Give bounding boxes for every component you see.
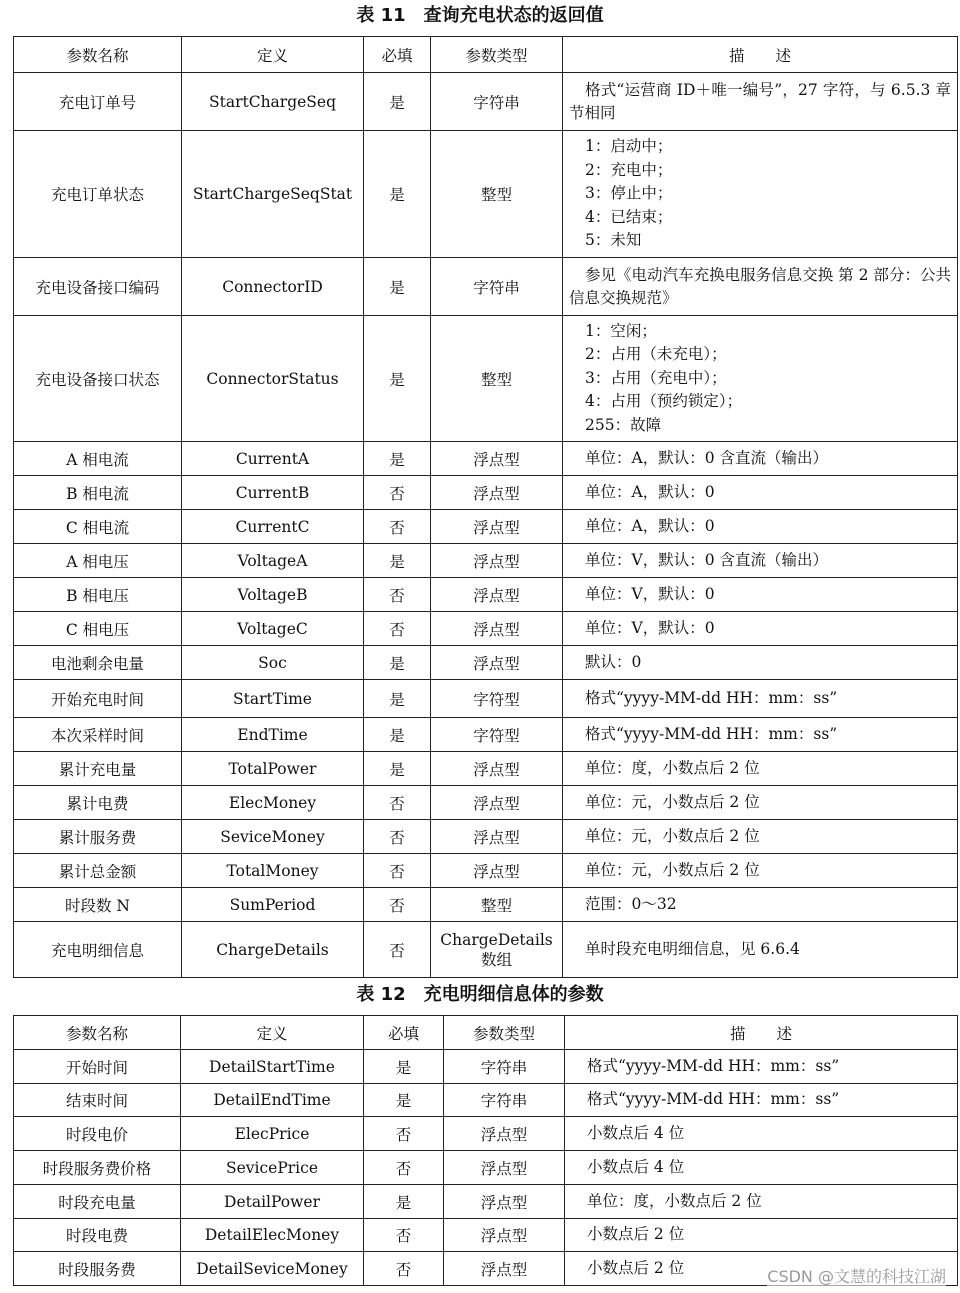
definition-cell: VoltageC bbox=[182, 612, 364, 646]
description-cell bbox=[563, 854, 958, 888]
description-line: 2：充电中； bbox=[585, 160, 673, 179]
description-cell bbox=[565, 1050, 958, 1084]
table-row bbox=[14, 316, 958, 442]
param-type-cell: 浮点型 bbox=[431, 646, 563, 680]
description-cell bbox=[563, 544, 958, 578]
param-name-cell: A 相电压 bbox=[14, 544, 182, 578]
required-cell: 否 bbox=[364, 1252, 444, 1286]
description-cell bbox=[563, 442, 958, 476]
description-cell bbox=[563, 258, 958, 316]
table-12-body bbox=[14, 1050, 958, 1286]
description-text: 参见《电动汽车充换电服务信息交换 第 2 部分：公共信息交换规范》 bbox=[569, 265, 951, 307]
param-name-cell: 累计总金额 bbox=[14, 854, 182, 888]
description-cell bbox=[565, 1151, 958, 1185]
definition-cell: VoltageA bbox=[182, 544, 364, 578]
description-line: 单位：A，默认：0 含直流（输出） bbox=[585, 448, 828, 467]
definition-cell: EndTime bbox=[182, 718, 364, 752]
param-name-cell: 电池剩余电量 bbox=[14, 646, 182, 680]
param-type-cell: 浮点型 bbox=[431, 612, 563, 646]
description-line: 255：故障 bbox=[585, 415, 662, 434]
description-cell bbox=[563, 510, 958, 544]
table-row bbox=[14, 1117, 958, 1151]
table-row bbox=[14, 544, 958, 578]
description-line: 单位：V，默认：0 bbox=[585, 584, 715, 603]
param-name-cell: 累计服务费 bbox=[14, 820, 182, 854]
table-row bbox=[14, 1050, 958, 1084]
description-line: 单位：度，小数点后 2 位 bbox=[587, 1191, 762, 1210]
table-row bbox=[14, 718, 958, 752]
header-definition: 定义 bbox=[182, 37, 364, 73]
table-row bbox=[14, 476, 958, 510]
param-name-cell: 充电订单号 bbox=[14, 73, 182, 131]
param-type-cell: 字符串 bbox=[431, 258, 563, 316]
param-name-cell: 开始时间 bbox=[14, 1050, 181, 1084]
table-row bbox=[14, 888, 958, 922]
description-cell bbox=[563, 316, 958, 442]
param-type-cell: 浮点型 bbox=[431, 476, 563, 510]
table-row bbox=[14, 442, 958, 476]
header-param-name: 参数名称 bbox=[14, 37, 182, 73]
definition-cell: CurrentC bbox=[182, 510, 364, 544]
required-cell: 是 bbox=[364, 752, 431, 786]
table-row bbox=[14, 131, 958, 258]
description-line: 小数点后 4 位 bbox=[587, 1157, 685, 1176]
param-name-cell: 时段电价 bbox=[14, 1117, 181, 1151]
param-name-cell: 结束时间 bbox=[14, 1084, 181, 1117]
definition-cell: StartTime bbox=[182, 680, 364, 718]
required-cell: 否 bbox=[364, 922, 431, 978]
param-name-cell: 累计充电量 bbox=[14, 752, 182, 786]
required-cell: 是 bbox=[364, 646, 431, 680]
description-line: 单位：度，小数点后 2 位 bbox=[585, 758, 760, 777]
required-cell: 是 bbox=[364, 258, 431, 316]
definition-cell: SeviceMoney bbox=[182, 820, 364, 854]
description-cell bbox=[563, 73, 958, 131]
table-row bbox=[14, 820, 958, 854]
param-name-cell: 时段电费 bbox=[14, 1219, 181, 1252]
param-type-cell: 浮点型 bbox=[431, 786, 563, 820]
required-cell: 否 bbox=[364, 510, 431, 544]
header-param-name: 参数名称 bbox=[14, 1016, 181, 1050]
required-cell: 是 bbox=[364, 131, 431, 258]
param-type-cell: 字符串 bbox=[444, 1050, 565, 1084]
watermark: CSDN @文慧的科技江湖 bbox=[767, 1264, 946, 1287]
description-line: 1：启动中； bbox=[585, 137, 673, 156]
description-cell bbox=[563, 786, 958, 820]
table-row bbox=[14, 612, 958, 646]
required-cell: 是 bbox=[364, 1185, 444, 1219]
description-cell bbox=[563, 888, 958, 922]
param-name-cell: 充电设备接口状态 bbox=[14, 316, 182, 442]
param-type-cell: 浮点型 bbox=[444, 1117, 565, 1151]
param-type-cell: 浮点型 bbox=[444, 1185, 565, 1219]
table-row bbox=[14, 1185, 958, 1219]
description-line: 格式“yyyy-MM-dd HH：mm：ss” bbox=[585, 688, 838, 707]
description-cell bbox=[565, 1117, 958, 1151]
table-11-charge-status-return bbox=[13, 36, 958, 978]
param-type-cell: ChargeDetails 数组 bbox=[431, 922, 563, 978]
required-cell: 是 bbox=[364, 442, 431, 476]
description-line: 小数点后 4 位 bbox=[587, 1123, 685, 1142]
description-line: 格式“yyyy-MM-dd HH：mm：ss” bbox=[587, 1090, 840, 1109]
description-line: 2：占用（未充电）； bbox=[585, 345, 727, 364]
definition-cell: DetailStartTime bbox=[181, 1050, 364, 1084]
description-cell bbox=[563, 578, 958, 612]
description-cell bbox=[563, 476, 958, 510]
param-name-cell: 累计电费 bbox=[14, 786, 182, 820]
param-name-cell: 时段充电量 bbox=[14, 1185, 181, 1219]
param-type-cell: 浮点型 bbox=[444, 1252, 565, 1286]
required-cell: 否 bbox=[364, 1219, 444, 1252]
param-name-cell: A 相电流 bbox=[14, 442, 182, 476]
param-name-cell: C 相电流 bbox=[14, 510, 182, 544]
param-type-cell: 浮点型 bbox=[431, 578, 563, 612]
header-required: 必填 bbox=[364, 1016, 444, 1050]
description-line: 单位：A，默认：0 bbox=[585, 482, 715, 501]
param-name-cell: 时段服务费价格 bbox=[14, 1151, 181, 1185]
table-11-body bbox=[14, 73, 958, 978]
definition-cell: ConnectorID bbox=[182, 258, 364, 316]
param-type-cell: 浮点型 bbox=[431, 752, 563, 786]
definition-cell: DetailElecMoney bbox=[181, 1219, 364, 1252]
param-name-cell: C 相电压 bbox=[14, 612, 182, 646]
description-cell bbox=[563, 612, 958, 646]
header-definition: 定义 bbox=[181, 1016, 364, 1050]
definition-cell: SevicePrice bbox=[181, 1151, 364, 1185]
definition-cell: TotalPower bbox=[182, 752, 364, 786]
required-cell: 是 bbox=[364, 1050, 444, 1084]
required-cell: 是 bbox=[364, 316, 431, 442]
param-name-cell: 开始充电时间 bbox=[14, 680, 182, 718]
table-row bbox=[14, 646, 958, 680]
table-row bbox=[14, 1151, 958, 1185]
required-cell: 否 bbox=[364, 1151, 444, 1185]
table-row bbox=[14, 73, 958, 131]
description-line: 单位：V，默认：0 含直流（输出） bbox=[585, 550, 828, 569]
required-cell: 否 bbox=[364, 820, 431, 854]
table-row bbox=[14, 258, 958, 316]
param-type-cell: 整型 bbox=[431, 316, 563, 442]
description-line: 单位：A，默认：0 bbox=[585, 516, 715, 535]
description-cell bbox=[563, 646, 958, 680]
param-name-cell: B 相电流 bbox=[14, 476, 182, 510]
description-line: 格式“yyyy-MM-dd HH：mm：ss” bbox=[587, 1056, 840, 1075]
definition-cell: StartChargeSeqStat bbox=[182, 131, 364, 258]
table-12-charge-detail-params bbox=[13, 1015, 958, 1286]
definition-cell: ElecMoney bbox=[182, 786, 364, 820]
table-row bbox=[14, 1219, 958, 1252]
definition-cell: VoltageB bbox=[182, 578, 364, 612]
table-row bbox=[14, 922, 958, 978]
required-cell: 否 bbox=[364, 1117, 444, 1151]
table-row bbox=[14, 578, 958, 612]
definition-cell: DetailPower bbox=[181, 1185, 364, 1219]
table-header-row bbox=[14, 37, 958, 73]
param-type-cell: 字符型 bbox=[431, 718, 563, 752]
required-cell: 否 bbox=[364, 854, 431, 888]
description-line: 单位：V，默认：0 bbox=[585, 618, 715, 637]
table-row bbox=[14, 1084, 958, 1117]
description-line: 格式“yyyy-MM-dd HH：mm：ss” bbox=[585, 724, 838, 743]
required-cell: 否 bbox=[364, 888, 431, 922]
required-cell: 是 bbox=[364, 680, 431, 718]
param-type-cell: 整型 bbox=[431, 888, 563, 922]
definition-cell: TotalMoney bbox=[182, 854, 364, 888]
description-line: 1：空闲； bbox=[585, 321, 657, 340]
param-name-cell: 充电订单状态 bbox=[14, 131, 182, 258]
required-cell: 否 bbox=[364, 612, 431, 646]
description-cell bbox=[563, 820, 958, 854]
definition-cell: CurrentA bbox=[182, 442, 364, 476]
definition-cell: ChargeDetails bbox=[182, 922, 364, 978]
header-description: 描 述 bbox=[565, 1016, 958, 1050]
description-cell bbox=[563, 131, 958, 258]
definition-cell: ConnectorStatus bbox=[182, 316, 364, 442]
description-line: 5：未知 bbox=[585, 231, 642, 250]
definition-cell: SumPeriod bbox=[182, 888, 364, 922]
description-line: 单时段充电明细信息，见 6.6.4 bbox=[585, 939, 800, 958]
header-description: 描 述 bbox=[563, 37, 958, 73]
required-cell: 是 bbox=[364, 544, 431, 578]
table-header-row bbox=[14, 1016, 958, 1050]
param-type-cell: 浮点型 bbox=[431, 820, 563, 854]
header-param-type: 参数类型 bbox=[431, 37, 563, 73]
description-line: 小数点后 2 位 bbox=[587, 1225, 685, 1244]
param-type-cell: 浮点型 bbox=[431, 544, 563, 578]
description-cell bbox=[565, 1185, 958, 1219]
param-type-cell: 浮点型 bbox=[431, 854, 563, 888]
description-line: 单位：元，小数点后 2 位 bbox=[585, 792, 760, 811]
required-cell: 否 bbox=[364, 476, 431, 510]
param-type-cell: 浮点型 bbox=[431, 510, 563, 544]
required-cell: 是 bbox=[364, 718, 431, 752]
definition-cell: CurrentB bbox=[182, 476, 364, 510]
param-type-cell: 浮点型 bbox=[444, 1151, 565, 1185]
description-line: 单位：元，小数点后 2 位 bbox=[585, 860, 760, 879]
table-row bbox=[14, 752, 958, 786]
table-row bbox=[14, 854, 958, 888]
param-type-cell: 字符型 bbox=[431, 680, 563, 718]
description-cell bbox=[563, 922, 958, 978]
param-type-cell: 整型 bbox=[431, 131, 563, 258]
description-cell bbox=[565, 1219, 958, 1252]
description-line: 单位：元，小数点后 2 位 bbox=[585, 826, 760, 845]
description-line: 默认：0 bbox=[585, 652, 642, 671]
required-cell: 否 bbox=[364, 578, 431, 612]
description-line: 4：已结束； bbox=[585, 207, 673, 226]
param-name-cell: B 相电压 bbox=[14, 578, 182, 612]
param-name-cell: 时段服务费 bbox=[14, 1252, 181, 1286]
definition-cell: Soc bbox=[182, 646, 364, 680]
definition-cell: DetailSeviceMoney bbox=[181, 1252, 364, 1286]
table-12-caption: 表 12 充电明细信息体的参数 bbox=[356, 984, 604, 1005]
description-cell bbox=[563, 752, 958, 786]
required-cell: 否 bbox=[364, 786, 431, 820]
required-cell: 是 bbox=[364, 1084, 444, 1117]
description-cell bbox=[565, 1084, 958, 1117]
description-line: 3：占用（充电中）； bbox=[585, 368, 727, 387]
description-line: 小数点后 2 位 bbox=[587, 1258, 685, 1277]
table-row bbox=[14, 680, 958, 718]
header-required: 必填 bbox=[364, 37, 431, 73]
description-line: 3：停止中； bbox=[585, 184, 673, 203]
header-param-type: 参数类型 bbox=[444, 1016, 565, 1050]
param-name-cell: 充电设备接口编码 bbox=[14, 258, 182, 316]
description-text: 格式“运营商 ID＋唯一编号”，27 字符，与 6.5.3 章节相同 bbox=[569, 80, 951, 122]
param-type-cell: 字符串 bbox=[431, 73, 563, 131]
definition-cell: DetailEndTime bbox=[181, 1084, 364, 1117]
param-type-cell: 浮点型 bbox=[431, 442, 563, 476]
param-name-cell: 本次采样时间 bbox=[14, 718, 182, 752]
definition-cell: ElecPrice bbox=[181, 1117, 364, 1151]
param-name-cell: 时段数 N bbox=[14, 888, 182, 922]
description-line: 4：占用（预约锁定）； bbox=[585, 392, 743, 411]
description-cell bbox=[563, 680, 958, 718]
table-row bbox=[14, 786, 958, 820]
description-line: 范围：0～32 bbox=[585, 894, 677, 913]
param-type-cell: 字符串 bbox=[444, 1084, 565, 1117]
table-11-caption: 表 11 查询充电状态的返回值 bbox=[356, 5, 604, 26]
table-row bbox=[14, 510, 958, 544]
definition-cell: StartChargeSeq bbox=[182, 73, 364, 131]
param-type-cell: 浮点型 bbox=[444, 1219, 565, 1252]
description-cell bbox=[563, 718, 958, 752]
required-cell: 是 bbox=[364, 73, 431, 131]
param-name-cell: 充电明细信息 bbox=[14, 922, 182, 978]
